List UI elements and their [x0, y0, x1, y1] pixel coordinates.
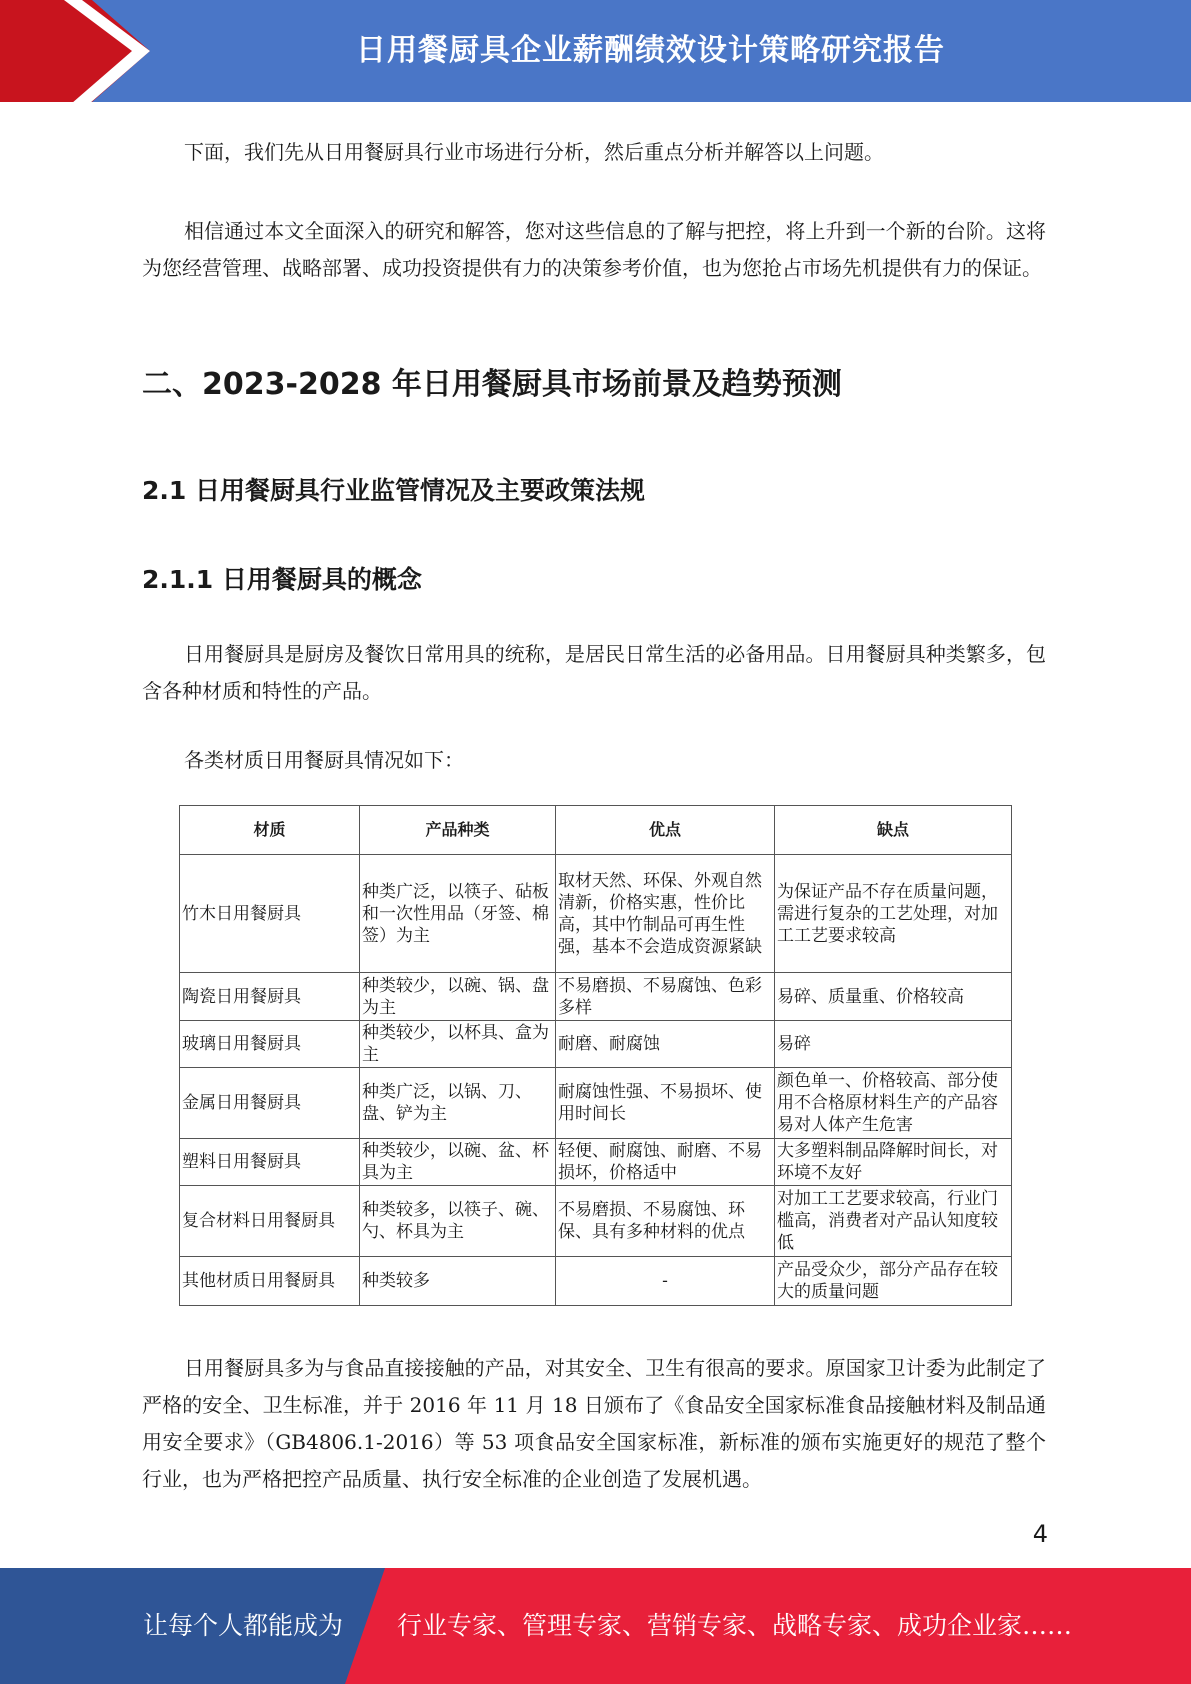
table-row	[180, 1139, 1012, 1186]
column-header-material: 材质	[180, 806, 360, 855]
table-row	[180, 1068, 1012, 1139]
cell-product-types: 种类较少，以碗、锅、盘为主	[360, 973, 556, 1021]
footer-slogan-left: 让每个人都能成为	[143, 1611, 344, 1640]
cell-disadvantages: 产品受众少，部分产品存在较大的质量问题	[775, 1257, 1012, 1306]
page-footer	[0, 1568, 1191, 1684]
cell-advantages: 取材天然、环保、外观自然清新，价格实惠，性价比高，其中竹制品可再生性强，基本不会造成资源紧缺	[556, 855, 775, 973]
cell-material: 玻璃日用餐厨具	[180, 1021, 360, 1068]
intro-paragraph-1: 下面，我们先从日用餐厨具行业市场进行分析，然后重点分析并解答以上问题。	[184, 140, 884, 164]
cell-product-types: 种类较少，以碗、盆、杯具为主	[360, 1139, 556, 1186]
cell-material: 金属日用餐厨具	[180, 1068, 360, 1139]
column-header-product-types: 产品种类	[360, 806, 556, 855]
materials-table	[179, 805, 1012, 1306]
concept-paragraph: 日用餐厨具是厨房及餐饮日常用具的统称，是居民日常生活的必备用品。日用餐厨具种类繁多，包含各种材质和特性的产品。	[142, 642, 1046, 703]
table-row	[180, 973, 1012, 1021]
cell-product-types: 种类广泛，以锅、刀、盘、铲为主	[360, 1068, 556, 1139]
footer-slogan-right: 行业专家、管理专家、营销专家、战略专家、成功企业家……	[397, 1611, 1073, 1640]
cell-disadvantages: 大多塑料制品降解时间长，对环境不友好	[775, 1139, 1012, 1186]
cell-disadvantages: 易碎	[775, 1021, 1012, 1068]
column-header-disadvantages: 缺点	[775, 806, 1012, 855]
cell-advantages: 耐腐蚀性强、不易损坏、使用时间长	[556, 1068, 775, 1139]
cell-advantages: -	[556, 1257, 775, 1306]
table-row	[180, 1257, 1012, 1306]
page-header	[0, 0, 1191, 110]
closing-paragraph: 日用餐厨具多为与食品直接接触的产品，对其安全、卫生有很高的要求。原国家卫计委为此制定了严格的安全、卫生标准，并于 2016 年 11 月 18 日颁布了《食品安全国家标准食品接触材料及制品通用安全要求》（GB4806.1-2016）等 53 项食品安全国家标准，新标准的颁布实施更好的规范了整个行业，也为严格把控产品质量、执行安全标准的企业创造了发展机遇。	[142, 1356, 1046, 1491]
cell-product-types: 种类较多，以筷子、碗、勺、杯具为主	[360, 1186, 556, 1257]
cell-advantages: 轻便、耐腐蚀、耐磨、不易损坏，价格适中	[556, 1139, 775, 1186]
section-heading: 二、2023-2028 年日用餐厨具市场前景及趋势预测	[142, 367, 842, 402]
subsubsection-heading: 2.1.1 日用餐厨具的概念	[142, 565, 422, 594]
cell-material: 塑料日用餐厨具	[180, 1139, 360, 1186]
column-header-advantages: 优点	[556, 806, 775, 855]
table-header-row	[180, 806, 1012, 855]
cell-product-types: 种类较多	[360, 1257, 556, 1306]
cell-product-types: 种类广泛，以筷子、砧板和一次性用品（牙签、棉签）为主	[360, 855, 556, 973]
table-intro-paragraph: 各类材质日用餐厨具情况如下：	[184, 748, 464, 772]
cell-material: 复合材料日用餐厨具	[180, 1186, 360, 1257]
table-row	[180, 1186, 1012, 1257]
cell-material: 竹木日用餐厨具	[180, 855, 360, 973]
cell-disadvantages: 颜色单一、价格较高、部分使用不合格原材料生产的产品容易对人体产生危害	[775, 1068, 1012, 1139]
table-row	[180, 855, 1012, 973]
cell-advantages: 不易磨损、不易腐蚀、色彩多样	[556, 973, 775, 1021]
cell-advantages: 不易磨损、不易腐蚀、环保、具有多种材料的优点	[556, 1186, 775, 1257]
cell-advantages: 耐磨、耐腐蚀	[556, 1021, 775, 1068]
cell-disadvantages: 为保证产品不存在质量问题，需进行复杂的工艺处理，对加工工艺要求较高	[775, 855, 1012, 973]
cell-disadvantages: 对加工工艺要求较高，行业门槛高，消费者对产品认知度较低	[775, 1186, 1012, 1257]
page-number: 4	[1032, 1520, 1048, 1548]
table-row	[180, 1021, 1012, 1068]
subsection-heading: 2.1 日用餐厨具行业监管情况及主要政策法规	[142, 476, 645, 505]
report-title: 日用餐厨具企业薪酬绩效设计策略研究报告	[356, 33, 945, 68]
cell-disadvantages: 易碎、质量重、价格较高	[775, 973, 1012, 1021]
cell-material: 陶瓷日用餐厨具	[180, 973, 360, 1021]
intro-paragraph-2: 相信通过本文全面深入的研究和解答，您对这些信息的了解与把控，将上升到一个新的台阶。这将为您经营管理、战略部署、成功投资提供有力的决策参考价值，也为您抢占市场先机提供有力的保证。	[142, 219, 1046, 280]
cell-product-types: 种类较少，以杯具、盒为主	[360, 1021, 556, 1068]
cell-material: 其他材质日用餐厨具	[180, 1257, 360, 1306]
